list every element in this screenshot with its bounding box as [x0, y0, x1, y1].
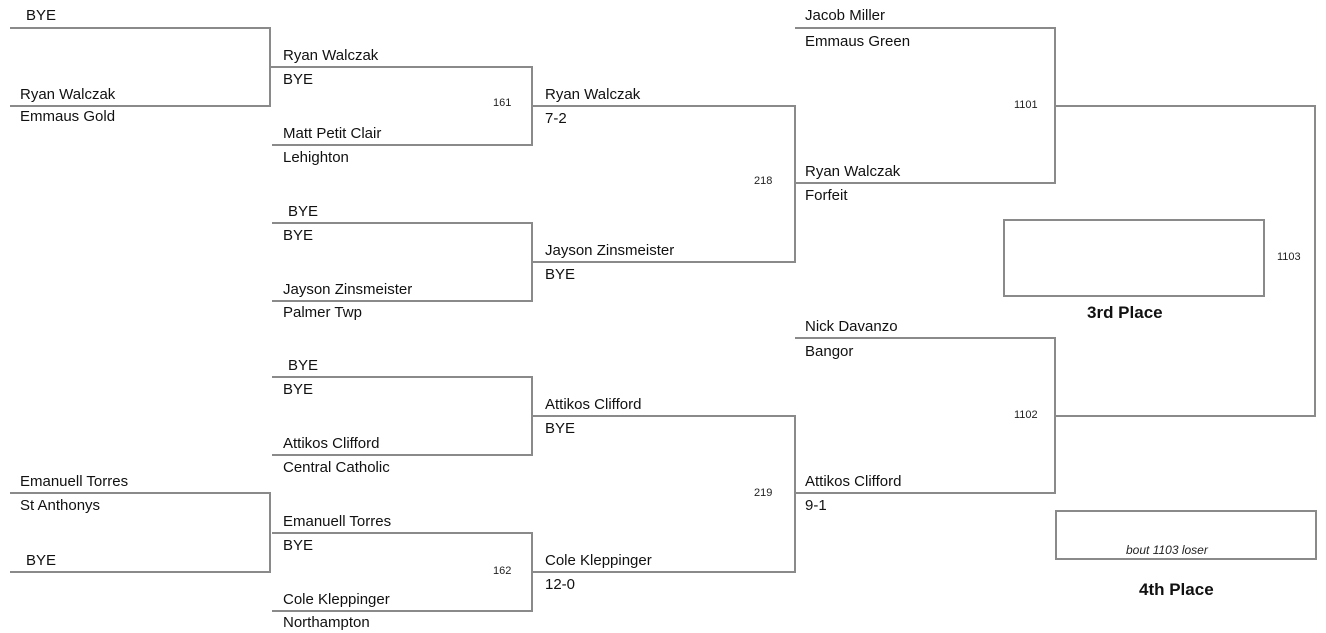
sf-2-top-team: Bangor [805, 343, 854, 360]
bout-1101: 1101 [1014, 99, 1038, 111]
r1-m1-bot-team: Emmaus Gold [20, 108, 116, 125]
bout-219: 219 [754, 487, 773, 499]
sf-2-bot-result: 9-1 [805, 497, 827, 514]
r2-a-bot-name: Matt Petit Clair [283, 125, 382, 142]
qf-1-name: Ryan Walczak [545, 86, 641, 103]
fourth-place-label: 4th Place [1139, 580, 1214, 599]
third-place-label: 3rd Place [1087, 303, 1163, 322]
r2-a-top-result: BYE [283, 71, 314, 88]
r2-d-bot-team: Northampton [283, 614, 370, 631]
r2-b-bot-name: Jayson Zinsmeister [283, 281, 413, 298]
r2-b-bot-team: Palmer Twp [283, 304, 362, 321]
bout-218: 218 [754, 175, 773, 187]
r1-m2-top-team: St Anthonys [20, 497, 101, 514]
r2-d-top-name: Emanuell Torres [283, 513, 392, 530]
sf-1-bot-name: Ryan Walczak [805, 163, 901, 180]
r1-m2-bot-name: BYE [26, 552, 57, 569]
fourth-place-note: bout 1103 loser [1126, 543, 1208, 557]
bout-161: 161 [493, 97, 512, 109]
sf-2-top-name: Nick Davanzo [805, 318, 898, 335]
qf-2-result: BYE [545, 266, 576, 283]
sf-1-top-name: Jacob Miller [805, 7, 886, 24]
qf-3-result: BYE [545, 420, 576, 437]
qf-2-name: Jayson Zinsmeister [545, 242, 675, 259]
qf-4-name: Cole Kleppinger [545, 552, 652, 569]
r2-d-bot-name: Cole Kleppinger [283, 591, 390, 608]
r2-c-top-name: BYE [288, 357, 319, 374]
r2-d-top-result: BYE [283, 537, 314, 554]
bout-1103: 1103 [1277, 251, 1301, 263]
bout-1102: 1102 [1014, 409, 1038, 421]
r2-c-top-result: BYE [283, 381, 314, 398]
qf-1-result: 7-2 [545, 110, 567, 127]
sf-2-bot-name: Attikos Clifford [805, 473, 902, 490]
r2-a-top-name: Ryan Walczak [283, 47, 379, 64]
r2-b-top-name: BYE [288, 203, 319, 220]
sf-1-bot-result: Forfeit [805, 187, 848, 204]
r1-m2-top-name: Emanuell Torres [20, 473, 129, 490]
r2-a-bot-team: Lehighton [283, 149, 349, 166]
r2-c-bot-team: Central Catholic [283, 459, 390, 476]
r1-m1-bot-name: Ryan Walczak [20, 86, 116, 103]
r2-c-bot-name: Attikos Clifford [283, 435, 380, 452]
qf-4-result: 12-0 [545, 576, 576, 593]
r2-b-top-result: BYE [283, 227, 314, 244]
r1-m1-top-name: BYE [26, 7, 57, 24]
qf-3-name: Attikos Clifford [545, 396, 642, 413]
bout-162: 162 [493, 565, 512, 577]
third-place-box [1003, 219, 1265, 297]
sf-1-top-team: Emmaus Green [805, 33, 911, 50]
